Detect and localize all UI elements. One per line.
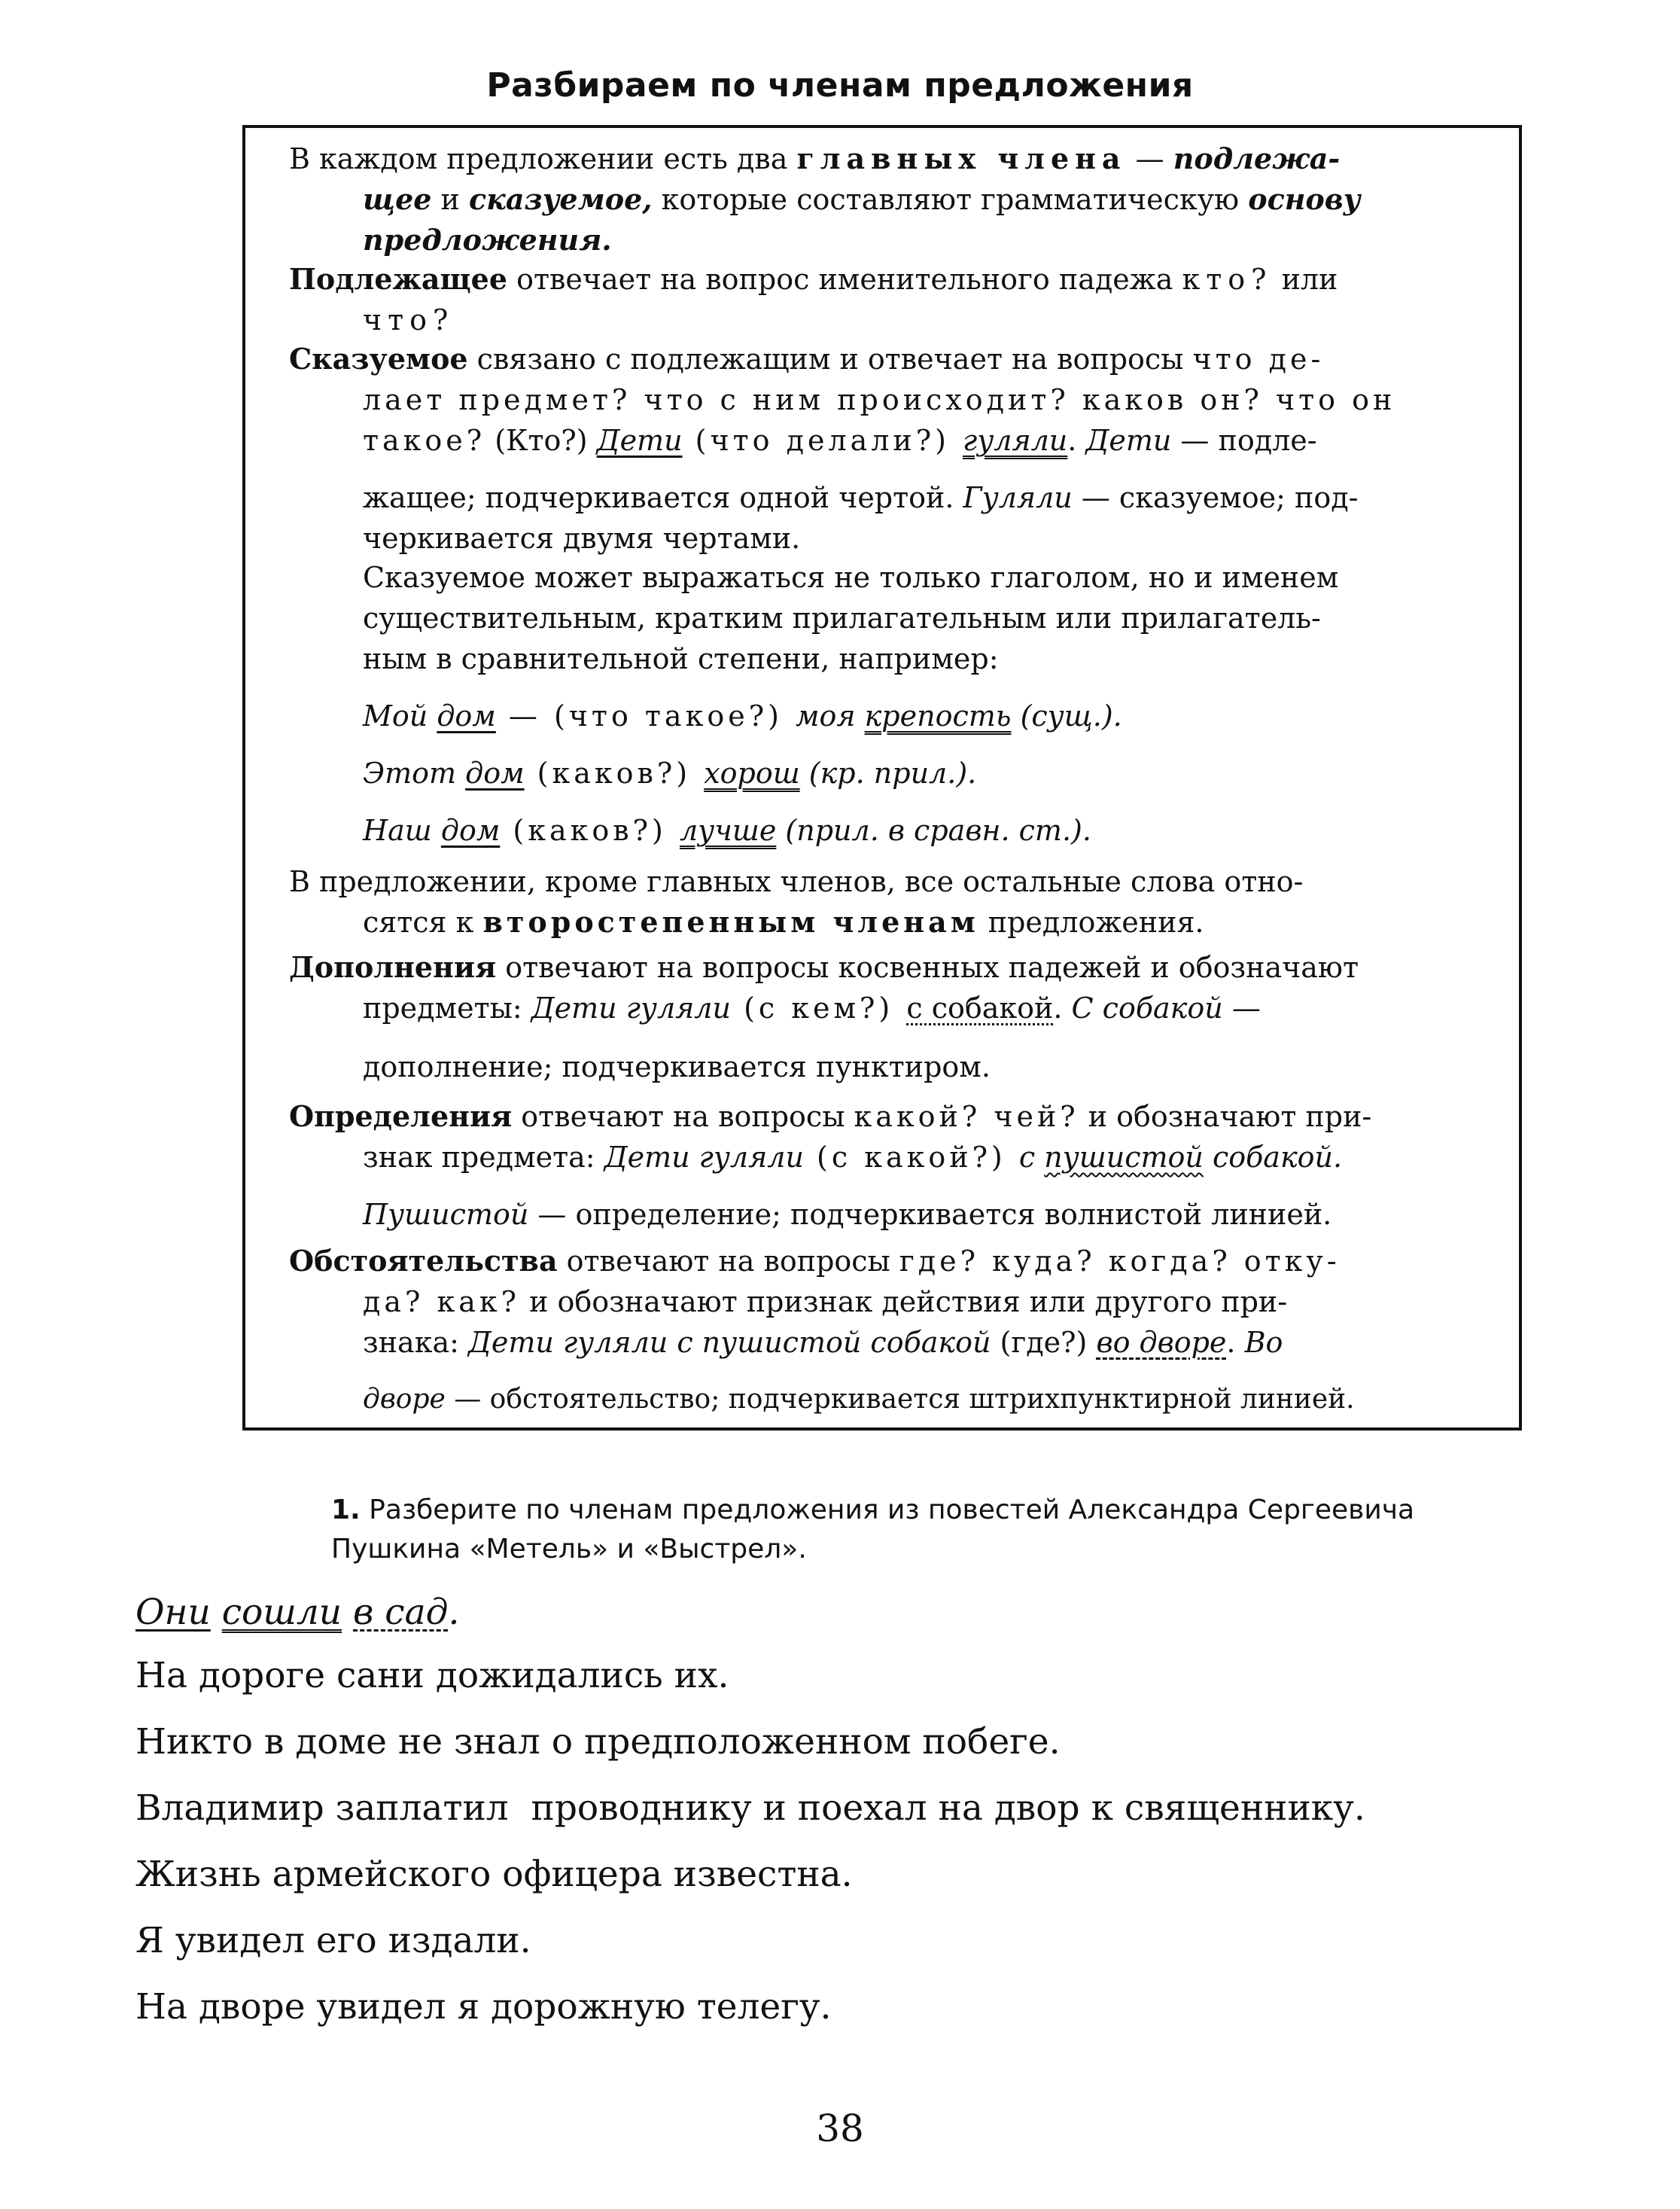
- rule-line: что?: [363, 303, 455, 337]
- rule-line: знак предмета: Дети гуляли (с какой?) с пушистой собакой.: [363, 1141, 1343, 1174]
- rule-line: предложения.: [363, 223, 612, 257]
- rule-line: знака: Дети гуляли с пушистой собакой (где?) во дворе. Во: [363, 1326, 1283, 1359]
- exercise-sentence: Никто в доме не знал о предположенном побеге.: [135, 1721, 1061, 1763]
- rule-line: лает предмет? что с ним происходит? каков он? что он: [363, 383, 1396, 416]
- rule-line: сятся к второстепенным членам предложения.: [363, 905, 1204, 939]
- exercise-sentence: Владимир заплатил проводнику и поехал на двор к священнику.: [135, 1787, 1365, 1829]
- rule-line: да? как? и обозначают признак действия или другого при-: [363, 1285, 1288, 1318]
- rule-line: Сказуемое может выражаться не только глаголом, но и именем: [363, 561, 1339, 594]
- rule-line: В предложении, кроме главных членов, все остальные слова отно-: [289, 865, 1304, 898]
- rule-line: Подлежащее отвечает на вопрос именительного падежа кто? или: [289, 262, 1338, 296]
- rule-example: Этот дом (каков?) хорош (кр. прил.).: [363, 757, 977, 790]
- exercise-sentence: Я увидел его издали.: [135, 1920, 531, 1961]
- rule-line: жащее; подчеркивается одной чертой. Гуляли — сказуемое; под-: [363, 481, 1359, 514]
- rule-line: В каждом предложении есть два главных члена — подлежа-: [289, 142, 1341, 175]
- example-subject: Они: [135, 1592, 211, 1633]
- rule-line: существительным, кратким прилагательным или прилагатель-: [363, 602, 1321, 635]
- page-title: Разбираем по членам предложения: [486, 66, 1194, 105]
- example-sentence: Они сошли в сад.: [135, 1592, 460, 1633]
- rule-line: дворе — обстоятельство; подчеркивается штрихпунктирной линией.: [363, 1384, 1355, 1415]
- rule-line: черкивается двумя чертами.: [363, 522, 801, 555]
- exercise-sentence: На дороге сани дожидались их.: [135, 1655, 729, 1696]
- rule-line: ным в сравнительной степени, например:: [363, 642, 999, 675]
- rule-example: Мой дом — (что такое?) моя крепость (сущ.).: [363, 699, 1122, 733]
- page-number: 38: [816, 2107, 864, 2150]
- rule-line: дополнение; подчеркивается пунктиром.: [363, 1050, 991, 1083]
- rule-line: такое? (Кто?) Дети (что делали?) гуляли. Дети — подле-: [363, 424, 1317, 457]
- rule-line: предметы: Дети гуляли (с кем?) с собакой. С собакой —: [363, 992, 1261, 1025]
- rule-line: Пушистой — определение; подчеркивается волнистой линией.: [363, 1198, 1332, 1231]
- exercise-sentence: На дворе увидел я дорожную телегу.: [135, 1986, 832, 2028]
- exercise-sentence: Жизнь армейского офицера известна.: [135, 1854, 853, 1895]
- task-instruction: 1. Разберите по членам предложения из повестей Александра Сергеевича Пушкина «Метель» и «Выстрел».: [331, 1495, 1415, 1565]
- rule-example: Наш дом (каков?) лучше (прил. в сравн. ст.).: [363, 814, 1091, 847]
- rule-line: Сказуемое связано с подлежащим и отвечает на вопросы что де-: [289, 342, 1325, 376]
- rule-line: щее и сказуемое, которые составляют грамматическую основу: [363, 182, 1361, 216]
- example-predicate: сошли: [221, 1592, 342, 1633]
- rule-line: Определения отвечают на вопросы какой? чей? и обозначают при-: [289, 1099, 1372, 1133]
- example-adverbial: в сад: [353, 1592, 449, 1633]
- rule-line: Обстоятельства отвечают на вопросы где? куда? когда? отку-: [289, 1244, 1341, 1278]
- rule-line: Дополнения отвечают на вопросы косвенных падежей и обозначают: [289, 950, 1359, 984]
